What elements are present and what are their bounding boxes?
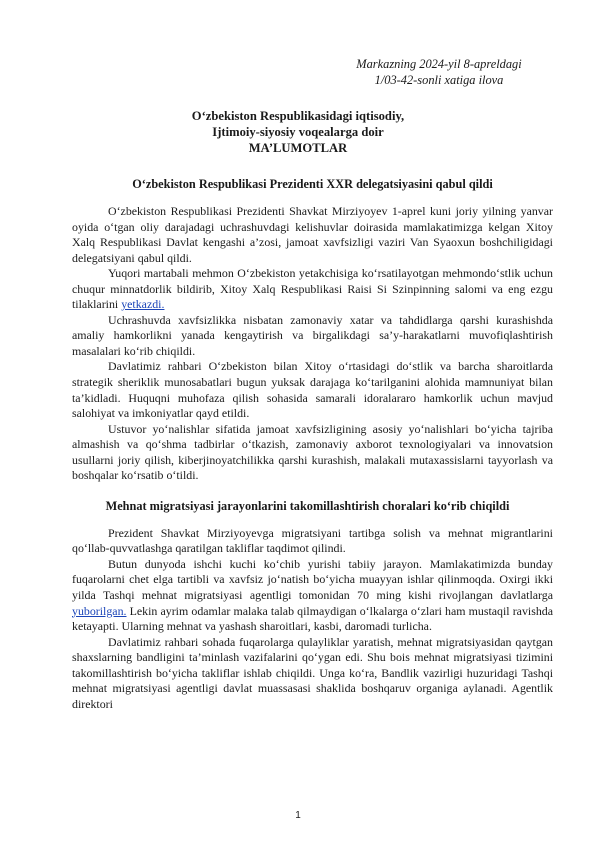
annex-line-1: Markazning 2024-yil 8-apreldagi (356, 57, 522, 71)
section-1-paragraph-4: Davlatimiz rahbari O‘zbekiston bilan Xitoy o‘rtasidagi do‘stlik va barcha sharoitlarda strategik sheriklik munosabatlari bugun yuksak darajaga ko‘tarilganini alohida mamnuniyat bilan ta’kidladi. Huquqni muhofaza qilish sohasida samarali idoralararo hamkorlik uchun mavjud salohiyat va imkoniyatlar qayd etildi. (72, 359, 553, 421)
section-1-paragraph-2 (72, 266, 553, 313)
section-2-paragraph-3: Davlatimiz rahbari sohada fuqarolarga qulayliklar yaratish, mehnat migratsiyasidan qaytgan shaxslarning bandligini ta’minlash vazifalarini qo‘ygan edi. Shu bois mehnat migratsiyasi tizimini takomillashtirish bo‘yicha takliflar ishlab chiqildi. Unga ko‘ra, Bandlik vazirligi huzuridagi Tashqi mehnat migratsiyasi agentligi davlat muassasasi shaklida boshqaruv organiga aylanadi. Agentlik direktori (72, 634, 553, 711)
heading-line-2: Ijtimoiy-siyosiy voqealarga doir (212, 125, 384, 139)
section-1-paragraph-5: Ustuvor yo‘nalishlar sifatida jamoat xavfsizligining asosiy yo‘nalishlari bo‘yicha tajriba almashish va qo‘shma tadbirlar o‘tkazish, zamonaviy axborot texnologiyalari va innovatsion usullarni joriy qilish, kiberjinoyatchilikka qarshi kurashish, malakali mutaxassislarni tayyorlash va boshqalar ko‘rsatib o‘tildi. (72, 421, 553, 483)
document-heading (0, 108, 596, 156)
yuborilgan-link[interactable]: yuborilgan. (72, 603, 127, 618)
annex-line-2: 1/03-42-sonli xatiga ilova (374, 73, 504, 87)
section-1-paragraphs (72, 204, 553, 484)
yetkazdi-link[interactable]: yetkazdi. (121, 297, 165, 312)
section-2-title: Mehnat migratsiyasi jarayonlarini takomillashtirish choralari ko‘rib chiqildi (105, 498, 510, 513)
section-2-paragraph-2 (72, 557, 553, 635)
section-1-paragraph-3: Uchrashuvda xavfsizlikka nisbatan zamonaviy xatar va tahdidlarga qarshi kurashishda amaliy hamkorlikni yanada kengaytirish va birgalikdagi sa’y-harakatlarni muvofiqlashtirish masalalari ko‘rib chiqildi. (72, 312, 553, 358)
section-1-title: O‘zbekiston Respublikasi Prezidenti XXR delegatsiyasini qabul qildi (132, 177, 493, 191)
annex-note (334, 56, 544, 88)
section-2-paragraph-1: Prezident Shavkat Mirziyoyevga migratsiyani tartibga solish va mehnat migrantlarini qo‘llab-quvvatlashga qaratilgan takliflar taqdimot qilindi. (72, 525, 553, 556)
page-number: 1 (295, 810, 301, 821)
section-2-paragraphs (72, 526, 553, 713)
section-1-paragraph-2-text: Yuqori martabali mehmon O‘zbekiston yetakchisiga ko‘rsatilayotgan mehmondo‘stlik uchun chuqur minnatdorlik bildirib, Xitoy Xalq Respublikasi Raisi Si Szinpinning salomi va eng ezgu tilaklarini (72, 266, 553, 312)
document-body (72, 176, 553, 712)
heading-line-1: O‘zbekiston Respublikasidagi iqtisodiy, (191, 109, 405, 123)
section-2-paragraph-2-text-b: Lekin ayrim odamlar malaka talab qilmaydigan o‘lkalarga o‘zlari ham mustaqil ravishda ketayapti. Ularning mehnat va yashash sharoitlari, kasbi, daromadi turlicha. (72, 603, 553, 634)
section-2-paragraph-2-text-a: Butun dunyoda ishchi kuchi ko‘chib yurishi tabiiy jarayon. Mamlakatimizda bunday fuqarolarni chet elga tartibli va xavfsiz jo‘natish bo‘yicha muayyan ishlar qilinmoqda. Oxirgi ikki yilda Tashqi mehnat migratsiyasi agentligi tomonidan 70 ming kishi rivojlangan davlatlarga (72, 556, 553, 603)
heading-line-3: MA’LUMOTLAR (248, 141, 348, 155)
section-1-paragraph-1: O‘zbekiston Respublikasi Prezidenti Shavkat Mirziyoyev 1-aprel kuni joriy yilning yanvar oyida o‘tgan oliy darajadagi uchrashuvdagi kelishuvlar doirasida mamlakatimizga kelgan Xitoy Xalq Respublikasi Davlat kengashi a’zosi, jamoat xavfsizligi vaziri Van Syaoxun boshchiligidagi delegatsiyani qabul qildi. (72, 204, 553, 265)
